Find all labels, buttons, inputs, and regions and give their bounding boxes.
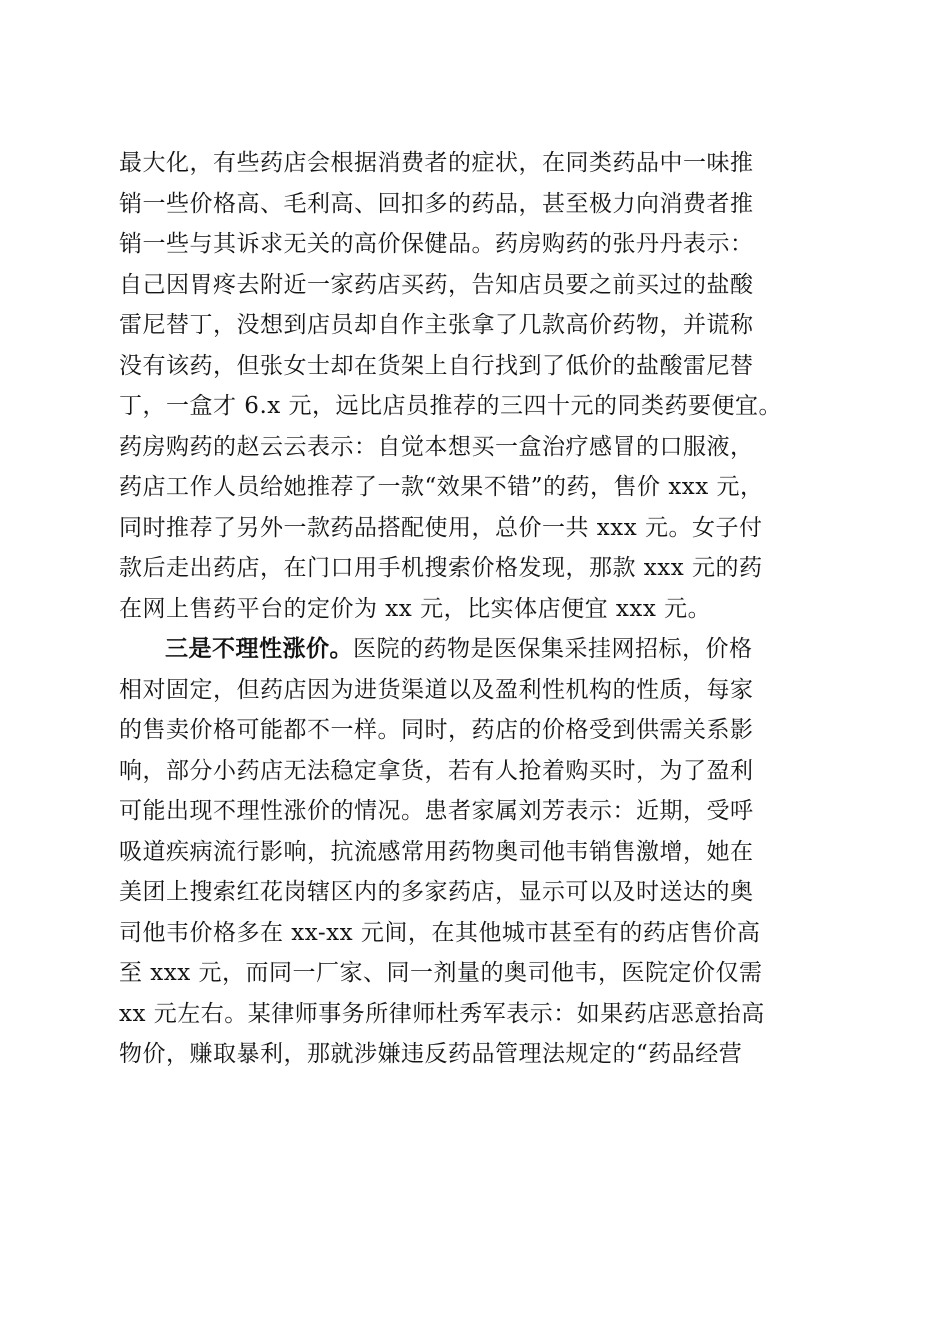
text-line: 没有该药，但张女士却在货架上自行找到了低价的盐酸雷尼替 <box>119 352 754 379</box>
text-line: 在网上售药平台的定价为 xx 元，比实体店便宜 xxx 元。 <box>119 595 712 622</box>
text-line: xx 元左右。某律师事务所律师杜秀军表示：如果药店恶意抬高 <box>119 1000 765 1027</box>
text-line: 相对固定，但药店因为进货渠道以及盈利性机构的性质，每家 <box>119 676 754 703</box>
paragraph-1 <box>119 143 839 629</box>
document-body <box>119 143 839 1075</box>
text-line: 销一些与其诉求无关的高价保健品。药房购药的张丹丹表示： <box>119 231 754 257</box>
section-heading: 三是不理性涨价。 <box>165 635 353 662</box>
text-line: 药店工作人员给她推荐了一款“效果不错”的药，售价 xxx 元， <box>119 474 764 500</box>
text-line: 响，部分小药店无法稳定拿货，若有人抢着购买时，为了盈利 <box>119 757 754 784</box>
text-line: 雷尼替丁，没想到店员却自作主张拿了几款高价药物，并谎称 <box>119 312 754 338</box>
text-line: 款后走出药店，在门口用手机搜索价格发现，那款 xxx 元的药 <box>119 555 763 581</box>
text-line: 美团上搜索红花岗辖区内的多家药店，显示可以及时送达的奥 <box>119 879 754 905</box>
text-line: 物价，赚取暴利，那就涉嫌违反药品管理法规定的“药品经营 <box>119 1041 743 1067</box>
text-line: 至 xxx 元，而同一厂家、同一剂量的奥司他韦，医院定价仅需 <box>119 960 763 986</box>
text-span: 医院的药物是医保集采挂网招标，价格 <box>353 636 753 662</box>
text-line: 吸道疾病流行影响，抗流感常用药物奥司他韦销售激增，她在 <box>119 838 754 865</box>
text-line: 可能出现不理性涨价的情况。患者家属刘芳表示：近期，受呼 <box>119 798 754 824</box>
text-line: 销一些价格高、毛利高、回扣多的药品，甚至极力向消费者推 <box>119 190 754 217</box>
text-line: 的售卖价格可能都不一样。同时，药店的价格受到供需关系影 <box>119 717 754 743</box>
text-line: 司他韦价格多在 xx-xx 元间，在其他城市甚至有的药店售价高 <box>119 919 761 946</box>
text-line: 丁，一盒才 6.x 元，远比店员推荐的三四十元的同类药要便宜。 <box>119 393 783 419</box>
paragraph-2 <box>119 629 839 1075</box>
text-line: 药房购药的赵云云表示：自觉本想买一盒治疗感冒的口服液， <box>119 433 754 460</box>
text-line: 自己因胃疼去附近一家药店买药，告知店员要之前买过的盐酸 <box>119 271 754 298</box>
text-line: 同时推荐了另外一款药品搭配使用，总价一共 xxx 元。女子付 <box>119 514 763 541</box>
text-line: 最大化，有些药店会根据消费者的症状，在同类药品中一味推 <box>119 150 754 176</box>
paragraph-2-first-line <box>119 629 839 670</box>
